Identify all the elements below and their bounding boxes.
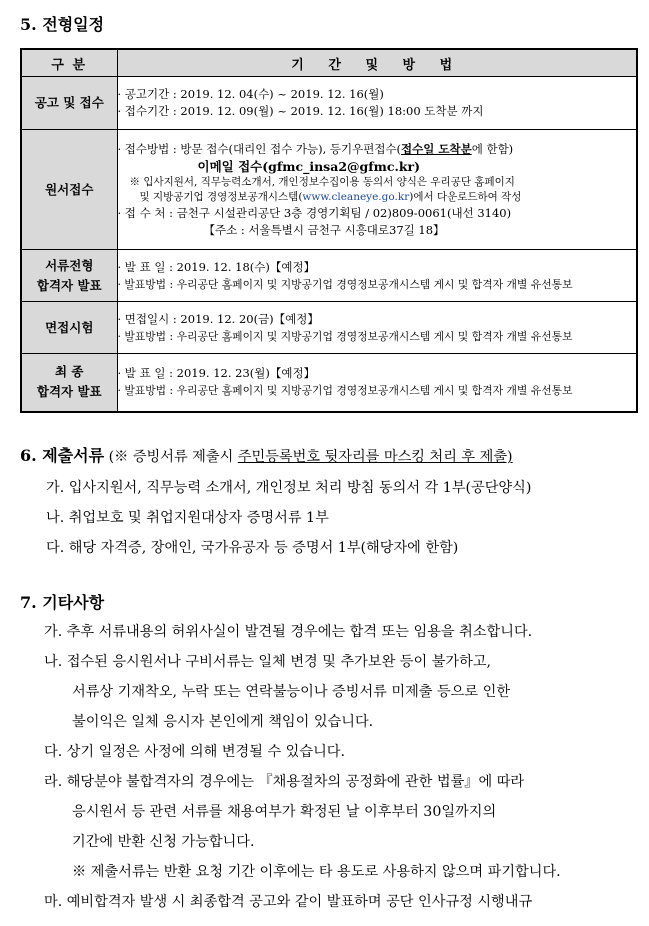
row-label: 면접시험 [21,302,117,354]
section-5-title: 5. 전형일정 [20,15,105,34]
table-header-row [21,49,637,77]
content-line: · 면접일시 : 2019. 12. 20(금)【예정】 [117,311,319,326]
list-item: 가. 추후 서류내용의 허위사실이 발견될 경우에는 합격 또는 임용을 취소합니다. [44,624,533,640]
table-row [21,130,637,250]
list-item-cont: 불이익은 일체 응시자 본인에게 책임이 있습니다. [72,714,374,730]
section-6-title: 6. 제출서류 (※ 증빙서류 제출시 주민등록번호 뒷자리를 마스킹 처리 후 제출) [20,446,513,465]
list-item-cont: 기간에 반환 신청 가능합니다. [72,834,255,850]
table-row [21,302,637,354]
content-line: · 발표방법 : 우리공단 홈페이지 및 지방공기업 경영정보공개시스템 게시 및 합격자 개별 유선통보 [117,329,573,343]
cleaneye-link[interactable]: www.cleaneye.go.kr [302,190,410,203]
list-item: 나. 취업보호 및 취업지원대상자 증명서류 1부 [46,510,329,526]
note-line: 및 지방공기업 경영정보공개시스템(www.cleaneye.go.kr)에서 다운로드하여 작성 [139,190,522,203]
row-content [117,130,637,250]
list-item: 가. 입사지원서, 직무능력 소개서, 개인정보 처리 방침 동의서 각 1부(공단양식) [46,480,532,496]
schedule-table [20,48,638,413]
note-line: ※ 제출서류는 반환 요청 기간 이후에는 타 용도로 사용하지 않으며 파기합니다. [72,864,561,880]
row-label: 공고 및 접수 [21,77,117,130]
list-item: 나. 접수된 응시원서나 구비서류는 일체 변경 및 추가보완 등이 불가하고, [44,654,492,670]
row-content [117,354,637,412]
content-line: · 발표방법 : 우리공단 홈페이지 및 지방공기업 경영정보공개시스템 게시 및 합격자 개별 유선통보 [117,277,573,291]
list-item-cont: 응시원서 등 관련 서류를 채용여부가 확정된 날 이후부터 30일까지의 [72,804,497,820]
table-row [21,77,637,130]
row-content [117,302,637,354]
row-content [117,77,637,130]
list-item-cont: 서류상 기재착오, 누락 또는 연락불능이나 증빙서류 미제출 등으로 인한 [72,684,511,700]
note-line: ※ 입사지원서, 직무능력소개서, 개인정보수집이용 동의서 양식은 우리공단 홈페이지 [129,175,515,188]
content-line: · 발 표 일 : 2019. 12. 23(월)【예정】 [117,366,316,381]
content-line: · 접 수 처 : 금천구 시설관리공단 3층 경영기획팀 / 02)809-0061(내선 3140) [117,205,512,220]
address-line: 【주소 : 서울특별시 금천구 시흥대로37길 18】 [203,222,445,237]
email-line: 이메일 접수(gfmc_insa2@gfmc.kr) [197,158,420,174]
row-label: 최 종 합격자 발표 [21,354,117,412]
list-item: 라. 해당분야 불합격자의 경우에는 『채용절차의 공정화에 관한 법률』에 따라 [44,774,525,790]
list-item: 다. 해당 자격증, 장애인, 국가유공자 등 증명서 1부(해당자에 한함) [46,540,459,556]
row-label: 원서접수 [21,130,117,250]
row-label: 서류전형 합격자 발표 [21,250,117,302]
row-content [117,250,637,302]
header-category: 구 분 [21,49,117,77]
list-item: 다. 상기 일정은 사정에 의해 변경될 수 있습니다. [44,744,345,760]
header-period-method: 기 간 및 방 법 [117,49,637,77]
table-row [21,354,637,412]
content-line: · 발 표 일 : 2019. 12. 18(수)【예정】 [117,259,316,274]
content-line: · 공고기간 : 2019. 12. 04(수) ~ 2019. 12. 16(월) [117,87,384,101]
content-line: · 접수방법 : 방문 접수(대리인 접수 가능), 등기우편접수(접수일 도착분에 한함) [117,141,514,156]
list-item: 마. 예비합격자 발생 시 최종합격 공고와 같이 발표하며 공단 인사규정 시행내규 [44,894,533,910]
section-7-title: 7. 기타사항 [20,593,105,612]
table-row [21,250,637,302]
content-line: · 발표방법 : 우리공단 홈페이지 및 지방공기업 경영정보공개시스템 게시 및 합격자 개별 유선통보 [117,384,573,398]
content-line: · 접수기간 : 2019. 12. 09(월) ~ 2019. 12. 16(월) 18:00 도착분 까지 [117,104,484,118]
